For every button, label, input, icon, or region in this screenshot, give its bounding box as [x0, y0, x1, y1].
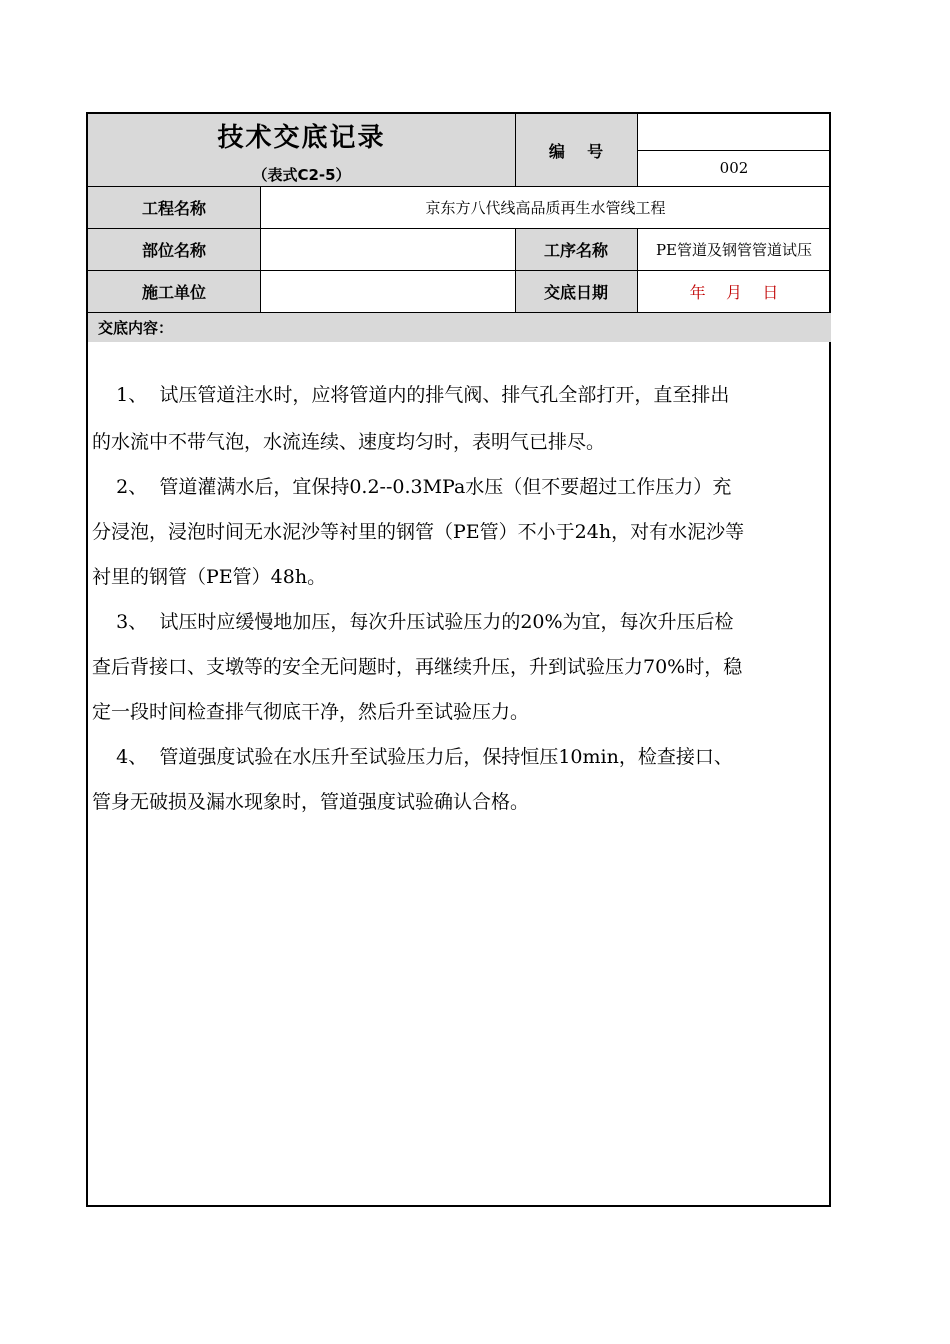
number-label: 编 号	[515, 114, 637, 186]
grid-line	[637, 150, 831, 151]
content-line: 2、 管道灌满水后，宜保持0.2--0.3MPa水压（但不要超过工作压力）充	[92, 476, 732, 498]
disclosure-date-label: 交底日期	[515, 270, 637, 312]
grid-line	[88, 312, 831, 313]
grid-line	[515, 228, 516, 312]
process-name-value: PE管道及钢管管道试压	[655, 240, 813, 259]
content-line: 4、 管道强度试验在水压升至试验压力后，保持恒压10min，检查接口、	[92, 746, 733, 768]
content-line: 定一段时间检查排气彻底干净，然后升至试验压力。	[92, 701, 530, 723]
disclosure-content	[92, 384, 827, 814]
part-name-value	[260, 228, 515, 270]
content-label-strip	[88, 312, 831, 342]
construction-unit-value	[260, 270, 515, 312]
part-name-label: 部位名称	[88, 228, 260, 270]
form-title: 技术交底记录	[217, 123, 386, 153]
content-line: 查后背接口、支墩等的安全无问题时，再继续升压，升到试验压力70%时，稳	[92, 656, 743, 678]
number-blank-cell	[637, 114, 831, 150]
grid-line	[637, 228, 638, 312]
content-line: 3、 试压时应缓慢地加压，每次升压试验压力的20%为宜，每次升压后检	[92, 611, 734, 633]
grid-line	[260, 186, 261, 312]
content-line: 的水流中不带气泡，水流连续、速度均匀时，表明气已排尽。	[92, 431, 606, 453]
grid-line	[515, 114, 516, 186]
grid-line	[88, 228, 831, 229]
technical-disclosure-form	[86, 112, 831, 1207]
project-name-label: 工程名称	[88, 186, 260, 228]
grid-line	[88, 270, 831, 271]
content-label: 交底内容：	[98, 318, 174, 337]
grid-line	[88, 186, 831, 187]
title-block	[88, 114, 515, 186]
number-value: 002	[719, 159, 749, 177]
content-line: 管身无破损及漏水现象时，管道强度试验确认合格。	[92, 791, 530, 813]
content-line: 1、 试压管道注水时，应将管道内的排气阀、排气孔全部打开，直至排出	[92, 384, 730, 406]
project-name-value: 京东方八代线高品质再生水管线工程	[425, 198, 666, 217]
content-line: 衬里的钢管（PE管）48h。	[92, 566, 327, 588]
form-code: （表式C2-5）	[252, 166, 351, 184]
process-name-label: 工序名称	[515, 228, 637, 270]
content-line: 分浸泡，浸泡时间无水泥沙等衬里的钢管（PE管）不小于24h，对有水泥沙等	[92, 521, 745, 543]
construction-unit-label: 施工单位	[88, 270, 260, 312]
disclosure-date-value: 年 月 日	[689, 282, 779, 302]
